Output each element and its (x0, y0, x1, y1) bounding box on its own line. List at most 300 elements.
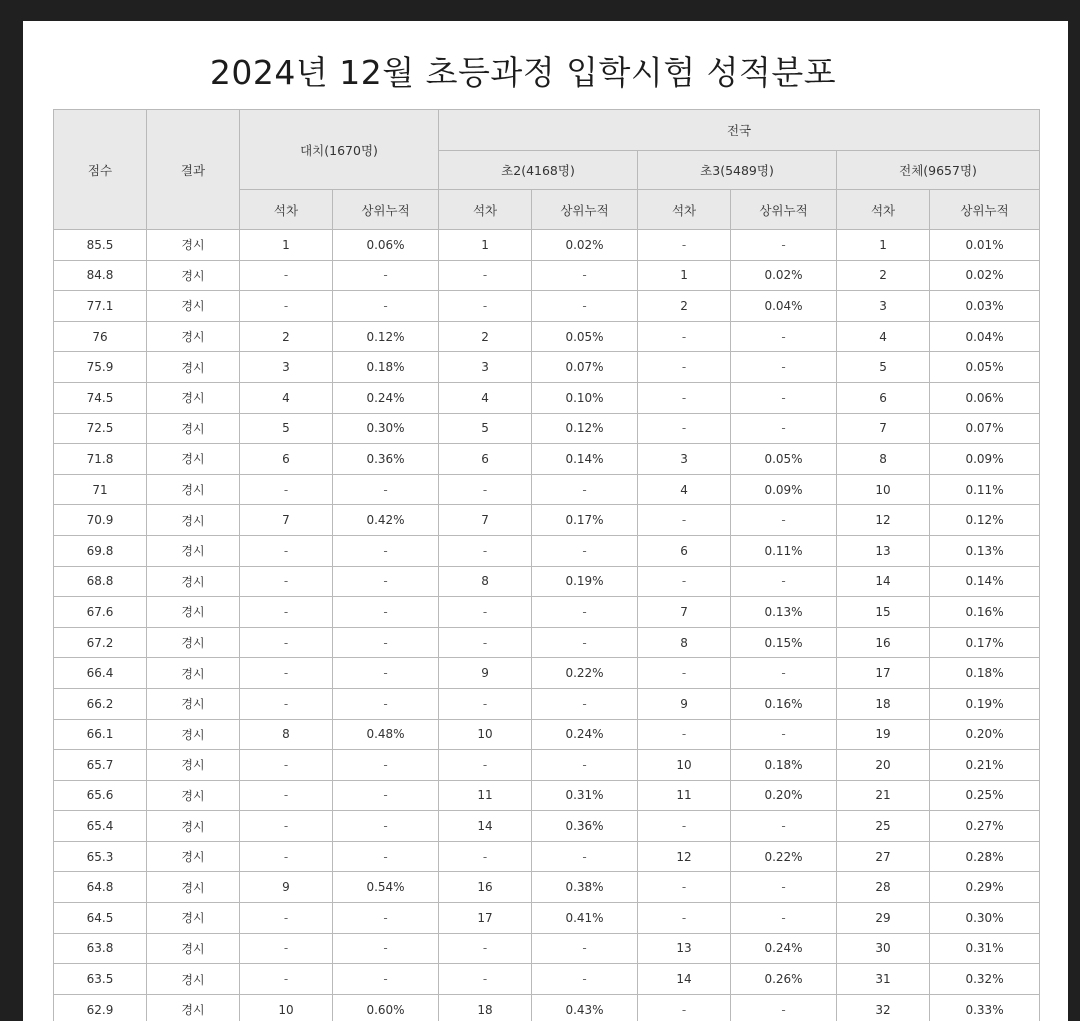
cell-cho3-rank: 12 (638, 841, 731, 872)
table-row (54, 994, 1040, 1021)
cell-cho3-cumulative: - (731, 230, 837, 261)
cell-cho3-rank: 6 (638, 535, 731, 566)
cell-total-cumulative: 0.31% (930, 933, 1040, 964)
cell-score: 67.2 (54, 627, 147, 658)
table-row (54, 321, 1040, 352)
cell-total-rank: 14 (837, 566, 930, 597)
header-cho2-rank: 석차 (439, 190, 532, 230)
cell-cho3-rank: - (638, 230, 731, 261)
cell-cho2-rank: 11 (439, 780, 532, 811)
cell-cho2-cumulative: 0.17% (532, 505, 638, 536)
cell-total-rank: 10 (837, 474, 930, 505)
cell-daechi-rank: - (240, 780, 333, 811)
table-row (54, 505, 1040, 536)
cell-total-rank: 18 (837, 688, 930, 719)
cell-result: 경시 (147, 566, 240, 597)
cell-cho3-cumulative: 0.04% (731, 291, 837, 322)
cell-result: 경시 (147, 321, 240, 352)
cell-cho2-cumulative: - (532, 535, 638, 566)
cell-cho3-cumulative: - (731, 872, 837, 903)
cell-cho2-cumulative: 0.31% (532, 780, 638, 811)
cell-total-cumulative: 0.28% (930, 841, 1040, 872)
cell-total-rank: 2 (837, 260, 930, 291)
cell-cho3-cumulative: 0.15% (731, 627, 837, 658)
cell-total-rank: 21 (837, 780, 930, 811)
cell-daechi-cumulative: - (333, 811, 439, 842)
cell-cho3-rank: 14 (638, 964, 731, 995)
cell-cho3-rank: 8 (638, 627, 731, 658)
cell-cho2-rank: 16 (439, 872, 532, 903)
cell-result: 경시 (147, 780, 240, 811)
cell-cho3-cumulative: - (731, 382, 837, 413)
cell-result: 경시 (147, 260, 240, 291)
cell-daechi-cumulative: - (333, 658, 439, 689)
cell-cho3-rank: 13 (638, 933, 731, 964)
cell-total-cumulative: 0.05% (930, 352, 1040, 383)
cell-daechi-rank: 1 (240, 230, 333, 261)
cell-daechi-rank: - (240, 658, 333, 689)
cell-daechi-cumulative: - (333, 627, 439, 658)
cell-daechi-cumulative: 0.30% (333, 413, 439, 444)
cell-cho2-rank: - (439, 535, 532, 566)
cell-total-rank: 30 (837, 933, 930, 964)
cell-score: 65.7 (54, 750, 147, 781)
cell-cho3-rank: - (638, 994, 731, 1021)
cell-score: 63.8 (54, 933, 147, 964)
table-row (54, 627, 1040, 658)
table-row (54, 260, 1040, 291)
cell-total-cumulative: 0.18% (930, 658, 1040, 689)
cell-cho2-cumulative: 0.43% (532, 994, 638, 1021)
cell-total-rank: 15 (837, 597, 930, 628)
cell-score: 65.6 (54, 780, 147, 811)
header-daechi-cumulative: 상위누적 (333, 190, 439, 230)
cell-total-cumulative: 0.29% (930, 872, 1040, 903)
cell-cho3-rank: 4 (638, 474, 731, 505)
cell-total-rank: 8 (837, 444, 930, 475)
table-row (54, 413, 1040, 444)
cell-cho2-rank: - (439, 260, 532, 291)
cell-score: 84.8 (54, 260, 147, 291)
cell-cho3-rank: - (638, 321, 731, 352)
cell-cho3-rank: 7 (638, 597, 731, 628)
cell-cho2-rank: 10 (439, 719, 532, 750)
cell-result: 경시 (147, 291, 240, 322)
header-score: 점수 (54, 110, 147, 230)
table-row (54, 566, 1040, 597)
cell-total-rank: 12 (837, 505, 930, 536)
cell-total-rank: 28 (837, 872, 930, 903)
cell-cho2-rank: 4 (439, 382, 532, 413)
table-row (54, 903, 1040, 934)
table-row (54, 597, 1040, 628)
cell-daechi-cumulative: - (333, 750, 439, 781)
cell-score: 72.5 (54, 413, 147, 444)
cell-cho2-cumulative: - (532, 260, 638, 291)
cell-cho3-rank: - (638, 566, 731, 597)
cell-cho2-rank: 18 (439, 994, 532, 1021)
cell-cho3-cumulative: - (731, 658, 837, 689)
cell-cho3-rank: 9 (638, 688, 731, 719)
cell-total-rank: 6 (837, 382, 930, 413)
cell-result: 경시 (147, 535, 240, 566)
cell-daechi-rank: - (240, 964, 333, 995)
header-cho2: 초2(4168명) (439, 151, 638, 190)
cell-cho2-cumulative: 0.36% (532, 811, 638, 842)
cell-daechi-cumulative: 0.42% (333, 505, 439, 536)
header-result: 결과 (147, 110, 240, 230)
cell-cho2-cumulative: - (532, 597, 638, 628)
cell-result: 경시 (147, 413, 240, 444)
table-body (54, 230, 1040, 1021)
cell-daechi-cumulative: - (333, 566, 439, 597)
cell-cho2-rank: - (439, 291, 532, 322)
cell-cho3-cumulative: - (731, 352, 837, 383)
cell-daechi-cumulative: - (333, 964, 439, 995)
cell-cho2-rank: - (439, 750, 532, 781)
cell-result: 경시 (147, 627, 240, 658)
cell-cho3-rank: - (638, 413, 731, 444)
cell-cho2-cumulative: 0.22% (532, 658, 638, 689)
cell-daechi-cumulative: 0.24% (333, 382, 439, 413)
cell-cho3-cumulative: 0.18% (731, 750, 837, 781)
cell-total-rank: 32 (837, 994, 930, 1021)
cell-score: 71 (54, 474, 147, 505)
cell-total-cumulative: 0.32% (930, 964, 1040, 995)
cell-daechi-cumulative: 0.36% (333, 444, 439, 475)
cell-total-cumulative: 0.16% (930, 597, 1040, 628)
document-page (23, 21, 1068, 1021)
cell-cho3-rank: - (638, 505, 731, 536)
cell-result: 경시 (147, 688, 240, 719)
cell-total-rank: 16 (837, 627, 930, 658)
cell-cho2-cumulative: 0.12% (532, 413, 638, 444)
cell-score: 70.9 (54, 505, 147, 536)
cell-result: 경시 (147, 903, 240, 934)
cell-total-rank: 29 (837, 903, 930, 934)
cell-result: 경시 (147, 474, 240, 505)
cell-score: 66.1 (54, 719, 147, 750)
cell-cho2-cumulative: - (532, 688, 638, 719)
cell-cho2-rank: - (439, 474, 532, 505)
cell-result: 경시 (147, 719, 240, 750)
cell-daechi-rank: - (240, 260, 333, 291)
header-total-rank: 석차 (837, 190, 930, 230)
cell-cho3-rank: 1 (638, 260, 731, 291)
cell-total-rank: 3 (837, 291, 930, 322)
cell-result: 경시 (147, 352, 240, 383)
score-distribution-table (53, 109, 1040, 1021)
cell-cho2-cumulative: - (532, 750, 638, 781)
cell-result: 경시 (147, 933, 240, 964)
cell-cho2-cumulative: 0.10% (532, 382, 638, 413)
cell-cho3-rank: - (638, 872, 731, 903)
header-cho3-rank: 석차 (638, 190, 731, 230)
cell-score: 75.9 (54, 352, 147, 383)
cell-score: 67.6 (54, 597, 147, 628)
cell-total-cumulative: 0.27% (930, 811, 1040, 842)
cell-daechi-rank: - (240, 597, 333, 628)
cell-daechi-cumulative: - (333, 780, 439, 811)
cell-total-cumulative: 0.17% (930, 627, 1040, 658)
table-header (54, 110, 1040, 230)
cell-cho2-cumulative: 0.02% (532, 230, 638, 261)
cell-total-rank: 5 (837, 352, 930, 383)
cell-cho3-cumulative: - (731, 903, 837, 934)
table-row (54, 750, 1040, 781)
cell-daechi-cumulative: - (333, 291, 439, 322)
header-cho3: 초3(5489명) (638, 151, 837, 190)
cell-cho2-cumulative: 0.24% (532, 719, 638, 750)
cell-score: 63.5 (54, 964, 147, 995)
cell-total-rank: 27 (837, 841, 930, 872)
cell-score: 66.4 (54, 658, 147, 689)
table-row (54, 964, 1040, 995)
header-national: 전국 (439, 110, 1040, 151)
header-cho3-cumulative: 상위누적 (731, 190, 837, 230)
cell-daechi-rank: - (240, 841, 333, 872)
cell-cho2-rank: 17 (439, 903, 532, 934)
cell-cho2-cumulative: - (532, 964, 638, 995)
cell-cho2-rank: - (439, 688, 532, 719)
cell-total-cumulative: 0.03% (930, 291, 1040, 322)
cell-total-cumulative: 0.09% (930, 444, 1040, 475)
cell-score: 76 (54, 321, 147, 352)
cell-daechi-cumulative: - (333, 933, 439, 964)
cell-total-rank: 17 (837, 658, 930, 689)
cell-cho3-cumulative: - (731, 413, 837, 444)
cell-cho3-rank: - (638, 658, 731, 689)
cell-cho2-rank: 14 (439, 811, 532, 842)
cell-cho3-cumulative: - (731, 566, 837, 597)
cell-total-rank: 4 (837, 321, 930, 352)
cell-score: 69.8 (54, 535, 147, 566)
cell-score: 65.4 (54, 811, 147, 842)
cell-daechi-rank: 6 (240, 444, 333, 475)
cell-daechi-cumulative: 0.12% (333, 321, 439, 352)
cell-daechi-cumulative: 0.06% (333, 230, 439, 261)
cell-cho3-rank: 10 (638, 750, 731, 781)
cell-daechi-rank: - (240, 535, 333, 566)
cell-daechi-rank: - (240, 750, 333, 781)
cell-cho3-cumulative: 0.02% (731, 260, 837, 291)
cell-score: 64.5 (54, 903, 147, 934)
cell-cho2-cumulative: 0.38% (532, 872, 638, 903)
cell-cho2-cumulative: 0.19% (532, 566, 638, 597)
cell-result: 경시 (147, 994, 240, 1021)
cell-daechi-rank: 10 (240, 994, 333, 1021)
cell-daechi-rank: - (240, 933, 333, 964)
table-row (54, 658, 1040, 689)
cell-total-cumulative: 0.13% (930, 535, 1040, 566)
cell-daechi-cumulative: - (333, 260, 439, 291)
cell-total-rank: 20 (837, 750, 930, 781)
cell-daechi-rank: - (240, 566, 333, 597)
cell-cho2-rank: 1 (439, 230, 532, 261)
cell-total-cumulative: 0.25% (930, 780, 1040, 811)
cell-total-cumulative: 0.11% (930, 474, 1040, 505)
cell-cho3-rank: 11 (638, 780, 731, 811)
cell-score: 71.8 (54, 444, 147, 475)
cell-score: 77.1 (54, 291, 147, 322)
cell-daechi-rank: 4 (240, 382, 333, 413)
cell-score: 66.2 (54, 688, 147, 719)
cell-cho3-cumulative: 0.26% (731, 964, 837, 995)
cell-cho2-rank: - (439, 627, 532, 658)
cell-cho2-rank: - (439, 964, 532, 995)
cell-total-cumulative: 0.19% (930, 688, 1040, 719)
cell-daechi-cumulative: 0.18% (333, 352, 439, 383)
cell-daechi-cumulative: - (333, 474, 439, 505)
table-row (54, 933, 1040, 964)
table-row (54, 535, 1040, 566)
cell-cho3-cumulative: 0.05% (731, 444, 837, 475)
cell-cho3-cumulative: - (731, 811, 837, 842)
table-row (54, 291, 1040, 322)
cell-daechi-rank: 7 (240, 505, 333, 536)
cell-result: 경시 (147, 964, 240, 995)
cell-daechi-rank: - (240, 291, 333, 322)
cell-daechi-rank: - (240, 627, 333, 658)
cell-result: 경시 (147, 872, 240, 903)
cell-daechi-cumulative: 0.60% (333, 994, 439, 1021)
cell-cho2-rank: - (439, 597, 532, 628)
cell-cho3-cumulative: 0.24% (731, 933, 837, 964)
cell-cho3-rank: 2 (638, 291, 731, 322)
cell-cho2-cumulative: - (532, 841, 638, 872)
cell-total-rank: 25 (837, 811, 930, 842)
cell-cho3-rank: - (638, 719, 731, 750)
cell-score: 74.5 (54, 382, 147, 413)
cell-total-cumulative: 0.07% (930, 413, 1040, 444)
cell-cho2-cumulative: 0.05% (532, 321, 638, 352)
table-row (54, 382, 1040, 413)
cell-total-cumulative: 0.14% (930, 566, 1040, 597)
cell-daechi-rank: 3 (240, 352, 333, 383)
cell-daechi-cumulative: - (333, 597, 439, 628)
cell-result: 경시 (147, 841, 240, 872)
cell-cho2-rank: 6 (439, 444, 532, 475)
table-row (54, 474, 1040, 505)
cell-daechi-rank: - (240, 903, 333, 934)
cell-daechi-rank: - (240, 474, 333, 505)
cell-cho2-cumulative: - (532, 291, 638, 322)
cell-score: 62.9 (54, 994, 147, 1021)
cell-total-rank: 1 (837, 230, 930, 261)
cell-total-cumulative: 0.01% (930, 230, 1040, 261)
cell-cho3-rank: - (638, 382, 731, 413)
cell-cho2-rank: 8 (439, 566, 532, 597)
cell-cho3-cumulative: - (731, 719, 837, 750)
cell-result: 경시 (147, 750, 240, 781)
header-daechi-rank: 석차 (240, 190, 333, 230)
cell-cho2-rank: 3 (439, 352, 532, 383)
cell-daechi-cumulative: - (333, 688, 439, 719)
cell-total-rank: 19 (837, 719, 930, 750)
page-title: 2024년 12월 초등과정 입학시험 성적분포 (209, 53, 837, 92)
cell-cho3-cumulative: 0.13% (731, 597, 837, 628)
cell-cho3-cumulative: - (731, 994, 837, 1021)
cell-daechi-rank: - (240, 811, 333, 842)
cell-daechi-rank: 8 (240, 719, 333, 750)
cell-cho3-rank: - (638, 811, 731, 842)
cell-total-cumulative: 0.06% (930, 382, 1040, 413)
cell-cho2-cumulative: - (532, 474, 638, 505)
cell-cho3-cumulative: 0.20% (731, 780, 837, 811)
cell-cho3-cumulative: - (731, 505, 837, 536)
cell-cho3-rank: 3 (638, 444, 731, 475)
cell-cho3-cumulative: 0.11% (731, 535, 837, 566)
cell-score: 85.5 (54, 230, 147, 261)
cell-cho2-rank: 9 (439, 658, 532, 689)
cell-cho2-rank: - (439, 933, 532, 964)
cell-cho3-cumulative: 0.16% (731, 688, 837, 719)
cell-total-rank: 13 (837, 535, 930, 566)
cell-total-cumulative: 0.21% (930, 750, 1040, 781)
cell-daechi-cumulative: - (333, 841, 439, 872)
cell-score: 65.3 (54, 841, 147, 872)
cell-cho2-cumulative: 0.41% (532, 903, 638, 934)
cell-cho2-rank: 7 (439, 505, 532, 536)
table-row (54, 872, 1040, 903)
table-row (54, 688, 1040, 719)
table-row (54, 780, 1040, 811)
cell-total-cumulative: 0.33% (930, 994, 1040, 1021)
table-row (54, 841, 1040, 872)
table-row (54, 352, 1040, 383)
cell-daechi-rank: 2 (240, 321, 333, 352)
table-row (54, 811, 1040, 842)
cell-result: 경시 (147, 811, 240, 842)
cell-daechi-rank: 9 (240, 872, 333, 903)
table-row (54, 230, 1040, 261)
header-total: 전체(9657명) (837, 151, 1040, 190)
table-row (54, 444, 1040, 475)
cell-total-rank: 31 (837, 964, 930, 995)
cell-total-cumulative: 0.30% (930, 903, 1040, 934)
cell-result: 경시 (147, 230, 240, 261)
cell-result: 경시 (147, 597, 240, 628)
cell-total-cumulative: 0.12% (930, 505, 1040, 536)
cell-cho3-rank: - (638, 903, 731, 934)
cell-total-rank: 7 (837, 413, 930, 444)
cell-cho3-cumulative: 0.22% (731, 841, 837, 872)
cell-result: 경시 (147, 658, 240, 689)
cell-cho2-rank: - (439, 841, 532, 872)
cell-cho2-cumulative: - (532, 627, 638, 658)
cell-result: 경시 (147, 382, 240, 413)
cell-score: 64.8 (54, 872, 147, 903)
cell-cho3-cumulative: 0.09% (731, 474, 837, 505)
header-daechi: 대치(1670명) (240, 110, 439, 190)
cell-cho2-cumulative: 0.07% (532, 352, 638, 383)
cell-daechi-rank: 5 (240, 413, 333, 444)
header-total-cumulative: 상위누적 (930, 190, 1040, 230)
cell-cho2-cumulative: 0.14% (532, 444, 638, 475)
cell-total-cumulative: 0.02% (930, 260, 1040, 291)
cell-daechi-rank: - (240, 688, 333, 719)
cell-total-cumulative: 0.20% (930, 719, 1040, 750)
cell-cho2-cumulative: - (532, 933, 638, 964)
cell-cho3-rank: - (638, 352, 731, 383)
cell-cho3-cumulative: - (731, 321, 837, 352)
cell-score: 68.8 (54, 566, 147, 597)
cell-daechi-cumulative: 0.54% (333, 872, 439, 903)
header-cho2-cumulative: 상위누적 (532, 190, 638, 230)
cell-total-cumulative: 0.04% (930, 321, 1040, 352)
cell-daechi-cumulative: 0.48% (333, 719, 439, 750)
table-row (54, 719, 1040, 750)
